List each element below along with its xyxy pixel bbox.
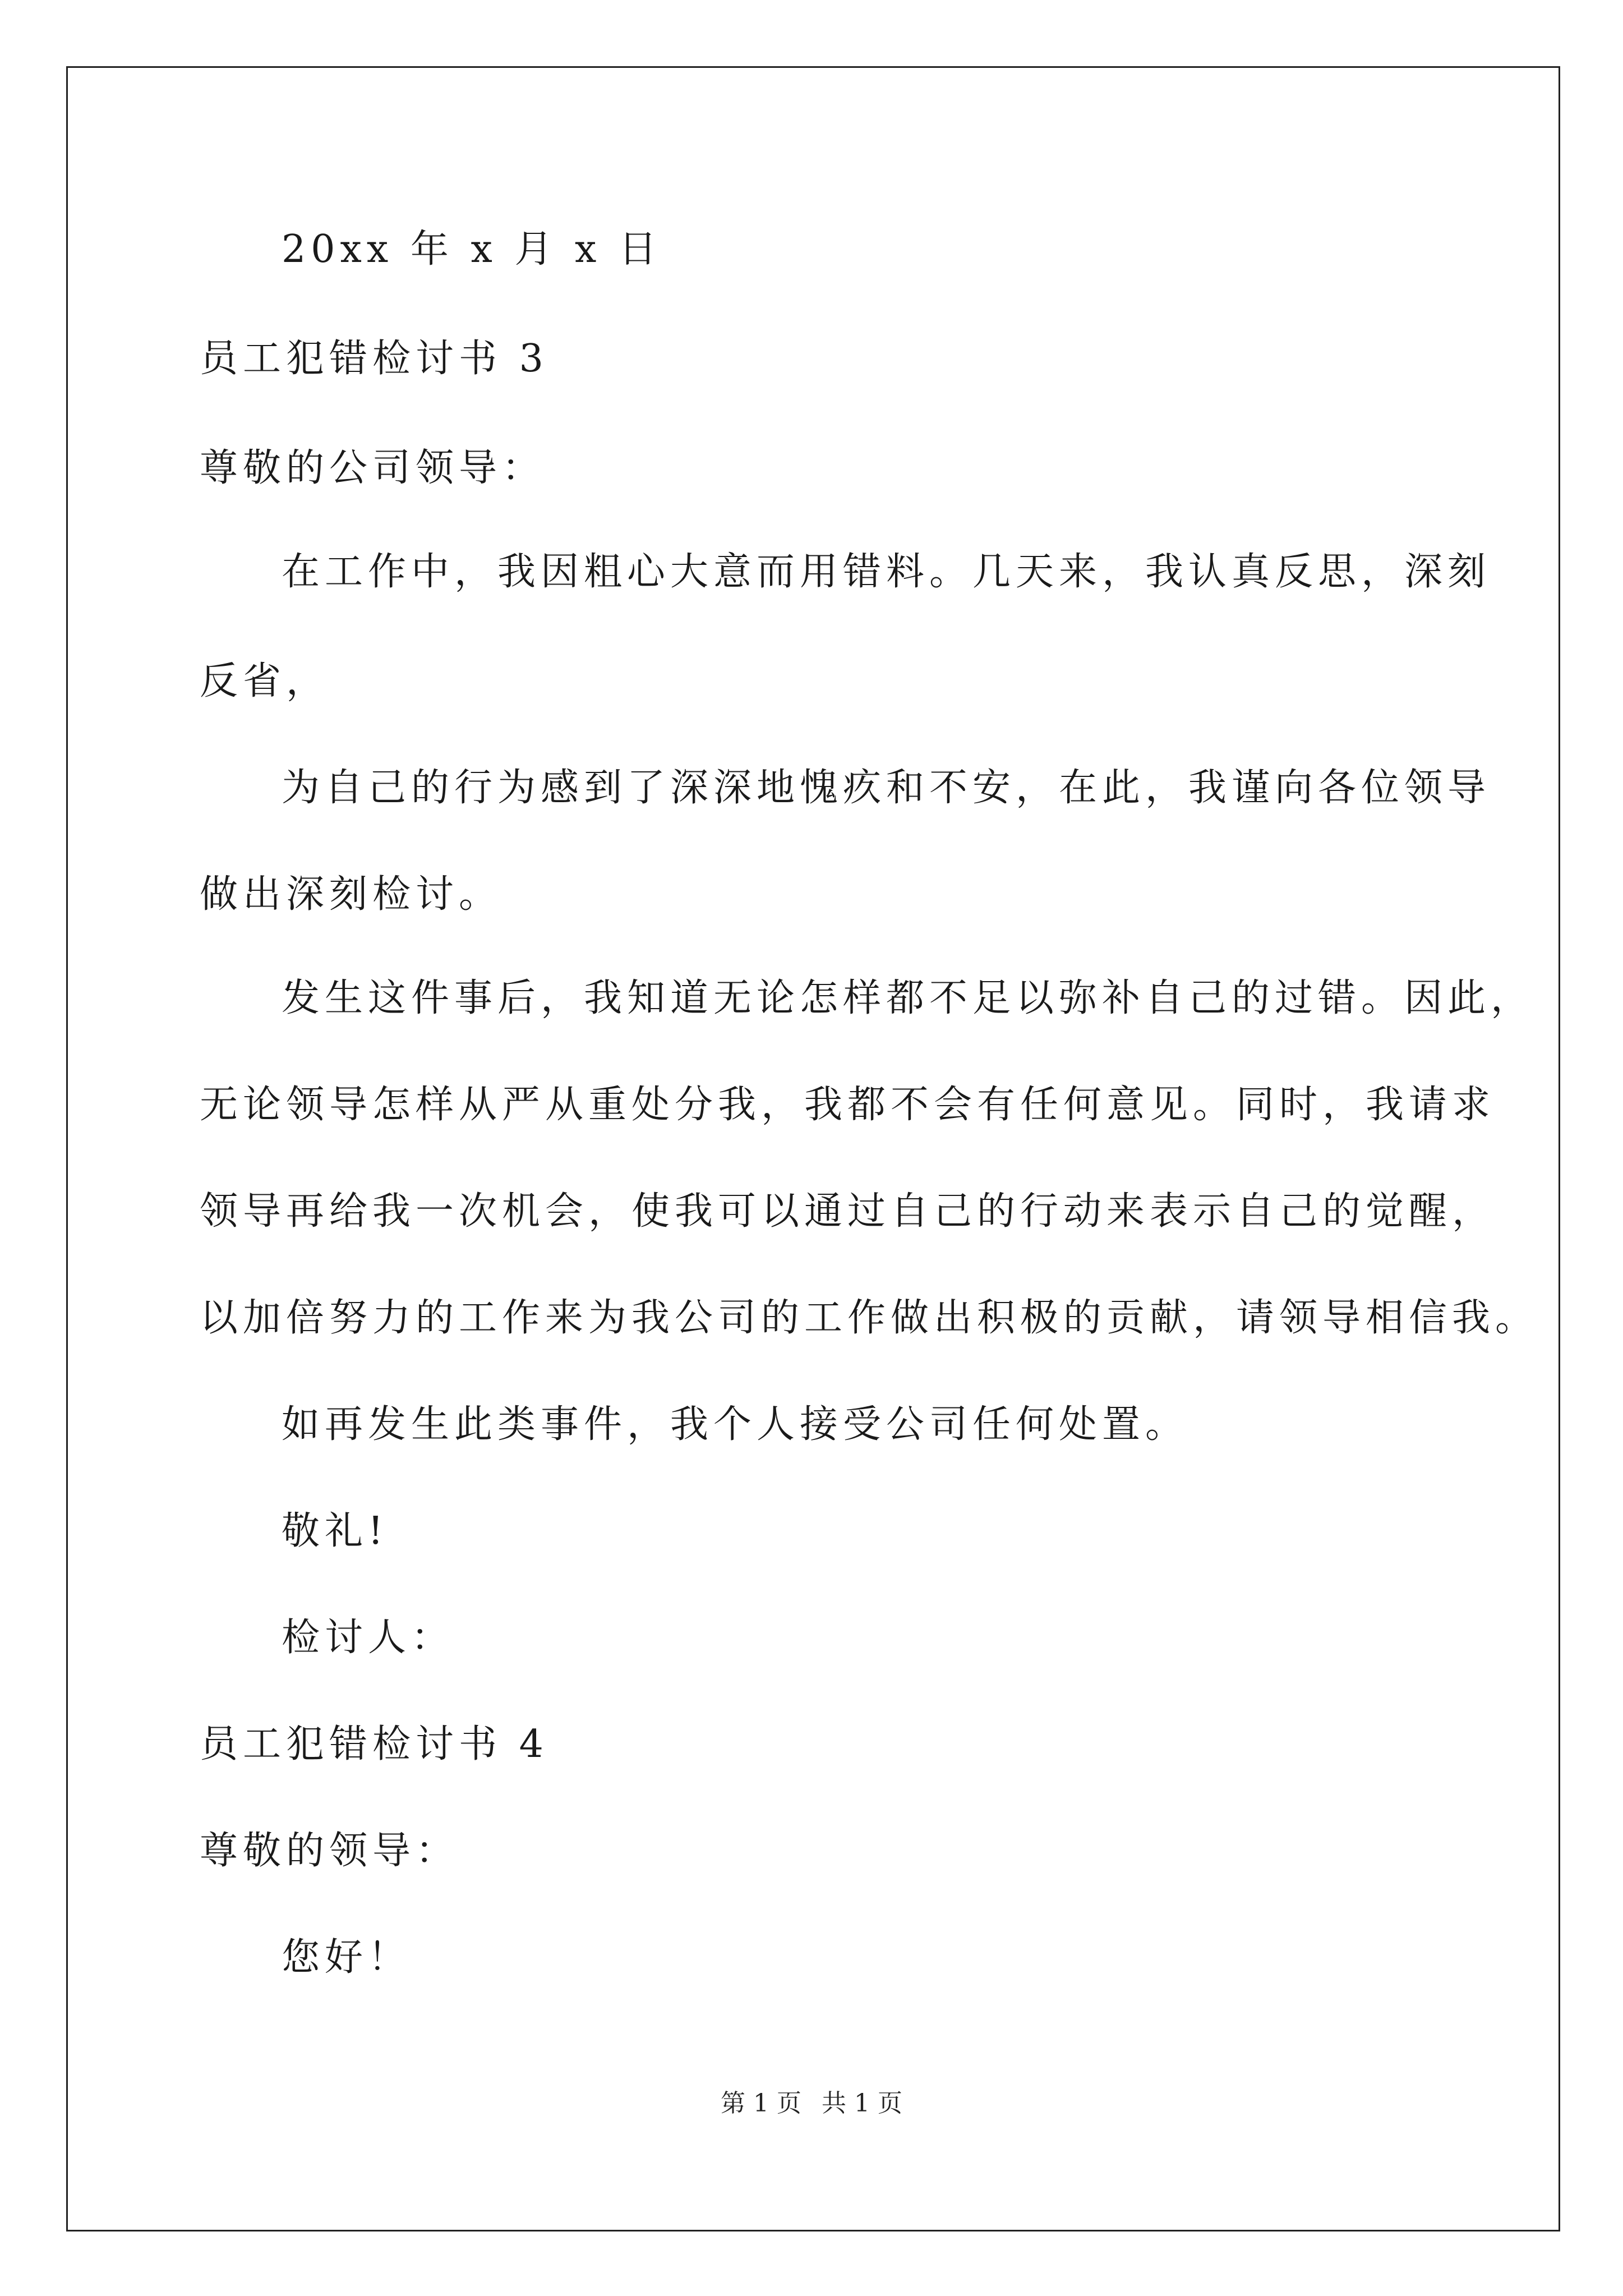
letter-4-title: 员工犯错检讨书 4	[200, 1722, 548, 1766]
page-total: 共 1 页	[822, 2089, 902, 2118]
paragraph-line: 反省，	[200, 659, 330, 703]
paragraph-line: 发生这件事后，我知道无论怎样都不足以弥补自己的过错。因此，	[282, 976, 1534, 1020]
paragraph-line: 为自己的行为感到了深深地愧疚和不安，在此，我谨向各位领导	[282, 766, 1491, 810]
page-footer	[0, 2087, 1623, 2120]
letter-4-greeting: 您好！	[282, 1935, 412, 1980]
letter-4-salutation: 尊敬的领导：	[200, 1829, 459, 1873]
paragraph-line: 在工作中，我因粗心大意而用错料。几天来，我认真反思，深刻	[282, 550, 1491, 594]
signature: 检讨人：	[282, 1616, 455, 1660]
letter-3-salutation: 尊敬的公司领导：	[200, 446, 546, 490]
paragraph-line: 领导再给我一次机会，使我可以通过自己的行动来表示自己的觉醒，	[200, 1189, 1496, 1234]
paragraph-line: 以加倍努力的工作来为我公司的工作做出积极的贡献，请领导相信我。	[200, 1296, 1539, 1340]
page-border	[66, 66, 1560, 2231]
paragraph-line: 做出深刻检讨。	[200, 872, 502, 917]
paragraph-line: 如再发生此类事件，我个人接受公司任何处置。	[282, 1402, 1189, 1447]
closing: 敬礼!	[282, 1509, 389, 1553]
paragraph-line: 无论领导怎样从严从重处分我，我都不会有任何意见。同时，我请求	[200, 1083, 1496, 1127]
date-line: 20xx 年 x 月 x 日	[282, 227, 662, 272]
letter-3-title: 员工犯错检讨书 3	[200, 337, 548, 381]
page-number: 第 1 页	[721, 2089, 801, 2118]
